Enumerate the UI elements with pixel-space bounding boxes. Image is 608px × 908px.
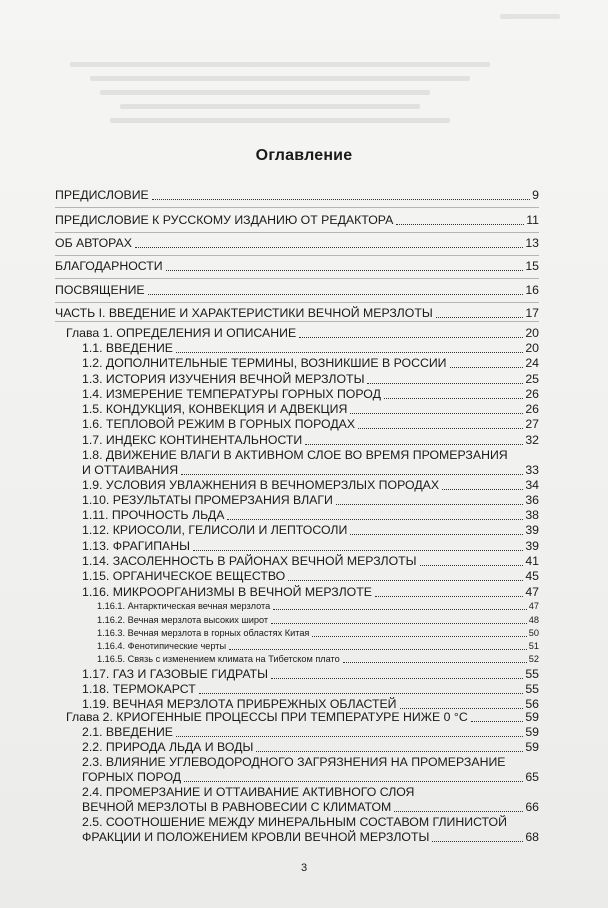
dot-leader bbox=[288, 580, 523, 581]
toc-subsection-entry[interactable] bbox=[97, 614, 539, 626]
toc-chapter-entry[interactable] bbox=[66, 710, 539, 725]
dot-leader bbox=[271, 623, 527, 624]
toc-entry-page: 65 bbox=[525, 770, 539, 784]
dot-leader bbox=[135, 247, 523, 248]
dot-leader bbox=[358, 428, 523, 429]
toc-entry-page: 59 bbox=[525, 710, 539, 724]
separator-line bbox=[55, 278, 539, 279]
toc-entry-page: 59 bbox=[525, 725, 539, 739]
toc-entry-title: ПОСВЯЩЕНИЕ bbox=[55, 283, 145, 297]
toc-entry-title: 1.1. ВВЕДЕНИЕ bbox=[82, 341, 173, 355]
toc-entry-page: 36 bbox=[525, 493, 539, 507]
toc-section-entry[interactable] bbox=[82, 667, 539, 682]
dot-leader bbox=[181, 474, 523, 475]
separator-line bbox=[55, 232, 539, 233]
toc-subsection-entry[interactable] bbox=[97, 600, 539, 612]
toc-entry-title: Глава 2. КРИОГЕННЫЕ ПРОЦЕССЫ ПРИ ТЕМПЕРАТУРЕ НИЖЕ 0 °С bbox=[66, 710, 468, 724]
toc-section-entry[interactable] bbox=[82, 508, 539, 523]
dot-leader bbox=[450, 367, 524, 368]
toc-entry-title: 1.14. ЗАСОЛЕННОСТЬ В РАЙОНАХ ВЕЧНОЙ МЕРЗЛОТЫ bbox=[82, 554, 417, 568]
dot-leader bbox=[436, 317, 524, 318]
toc-section-entry[interactable] bbox=[82, 478, 539, 493]
dot-leader bbox=[271, 678, 523, 679]
toc-entry-title: ОБ АВТОРАХ bbox=[55, 236, 132, 250]
toc-entry-title: 1.13. ФРАГИПАНЫ bbox=[82, 539, 190, 553]
toc-entry-title: 1.12. КРИОСОЛИ, ГЕЛИСОЛИ И ЛЕПТОСОЛИ bbox=[82, 523, 348, 537]
toc-entry-page: 16 bbox=[525, 283, 539, 297]
toc-entry-title: БЛАГОДАРНОСТИ bbox=[55, 259, 163, 273]
toc-section-entry[interactable] bbox=[82, 585, 539, 600]
toc-front-entry[interactable] bbox=[55, 236, 539, 251]
toc-entry-page: 11 bbox=[526, 213, 539, 227]
dot-leader bbox=[396, 224, 524, 225]
toc-entry-title: 1.19. ВЕЧНАЯ МЕРЗЛОТА ПРИБРЕЖНЫХ ОБЛАСТЕЙ bbox=[82, 697, 397, 711]
toc-entry-page: 27 bbox=[525, 417, 539, 431]
dot-leader bbox=[273, 609, 527, 610]
toc-section-entry[interactable] bbox=[82, 493, 539, 508]
toc-section-entry[interactable] bbox=[82, 569, 539, 584]
toc-entry-page: 32 bbox=[525, 433, 539, 447]
toc-entry-title-line1: 2.5. СООТНОШЕНИЕ МЕЖДУ МИНЕРАЛЬНЫМ СОСТАВОМ ГЛИНИСТОЙ bbox=[82, 815, 507, 829]
toc-entry-title-line1: 2.4. ПРОМЕРЗАНИЕ И ОТТАИВАНИЕ АКТИВНОГО СЛОЯ bbox=[82, 785, 415, 799]
toc-entry-page: 68 bbox=[525, 830, 539, 844]
separator-line bbox=[55, 255, 539, 256]
toc-entry-title: 1.6. ТЕПЛОВОЙ РЕЖИМ В ГОРНЫХ ПОРОДАХ bbox=[82, 417, 356, 431]
toc-section-entry[interactable] bbox=[82, 402, 539, 417]
toc-section-entry[interactable] bbox=[82, 785, 539, 815]
toc-entry-title: 1.17. ГАЗ И ГАЗОВЫЕ ГИДРАТЫ bbox=[82, 667, 269, 681]
dot-leader bbox=[184, 781, 523, 782]
toc-part-entry[interactable] bbox=[55, 306, 539, 321]
toc-entry-title: ГОРНЫХ ПОРОД bbox=[82, 770, 182, 784]
toc-entry-page: 15 bbox=[525, 259, 539, 273]
toc-section-entry[interactable] bbox=[82, 372, 539, 387]
toc-entry-title: 1.18. ТЕРМОКАРСТ bbox=[82, 682, 196, 696]
dot-leader bbox=[256, 751, 523, 752]
toc-entry-page: 24 bbox=[525, 356, 539, 370]
toc-entry-page: 50 bbox=[528, 628, 539, 638]
toc-section-entry[interactable] bbox=[82, 682, 539, 697]
page-number: 3 bbox=[300, 862, 308, 874]
dot-leader bbox=[343, 662, 527, 663]
dot-leader bbox=[229, 649, 527, 650]
toc-entry-title: ПРЕДИСЛОВИЕ К РУССКОМУ ИЗДАНИЮ ОТ РЕДАКТОРА bbox=[55, 213, 394, 227]
dot-leader bbox=[432, 841, 523, 842]
toc-entry-page: 56 bbox=[525, 697, 539, 711]
toc-entry-page: 34 bbox=[525, 478, 539, 492]
toc-section-entry[interactable] bbox=[82, 387, 539, 402]
toc-entry-page: 51 bbox=[528, 641, 539, 651]
toc-front-entry[interactable] bbox=[55, 188, 539, 203]
toc-entry-title: 1.5. КОНДУКЦИЯ, КОНВЕКЦИЯ И АДВЕКЦИЯ bbox=[82, 402, 348, 416]
toc-section-entry[interactable] bbox=[82, 755, 539, 785]
toc-entry-title: 1.7. ИНДЕКС КОНТИНЕНТАЛЬНОСТИ bbox=[82, 433, 303, 447]
toc-entry-title: 1.3. ИСТОРИЯ ИЗУЧЕНИЯ ВЕЧНОЙ МЕРЗЛОТЫ bbox=[82, 372, 365, 386]
toc-entry-page: 48 bbox=[528, 615, 539, 625]
dot-leader bbox=[367, 383, 523, 384]
toc-entry-page: 20 bbox=[525, 341, 539, 355]
page-title: Оглавление bbox=[255, 147, 353, 164]
dot-leader bbox=[442, 489, 523, 490]
dot-leader bbox=[152, 199, 530, 200]
toc-section-entry[interactable] bbox=[82, 539, 539, 554]
toc-entry-title: Глава 1. ОПРЕДЕЛЕНИЯ И ОПИСАНИЕ bbox=[66, 326, 297, 340]
toc-section-entry[interactable] bbox=[82, 523, 539, 538]
toc-subsection-entry[interactable] bbox=[97, 627, 539, 639]
toc-entry-title: 1.11. ПРОЧНОСТЬ ЛЬДА bbox=[82, 508, 225, 522]
toc-entry-page: 25 bbox=[525, 372, 539, 386]
toc-entry-title: 1.4. ИЗМЕРЕНИЕ ТЕМПЕРАТУРЫ ГОРНЫХ ПОРОД bbox=[82, 387, 381, 401]
toc-entry-title: ВЕЧНОЙ МЕРЗЛОТЫ В РАВНОВЕСИИ С КЛИМАТОМ bbox=[82, 800, 392, 814]
dot-leader bbox=[420, 565, 524, 566]
dot-leader bbox=[384, 398, 523, 399]
dot-leader bbox=[227, 519, 523, 520]
separator-line bbox=[55, 207, 539, 208]
dot-leader bbox=[299, 337, 523, 338]
toc-subsection-entry[interactable] bbox=[97, 640, 539, 652]
toc-entry-title: ПРЕДИСЛОВИЕ bbox=[55, 188, 149, 202]
toc-section-entry[interactable] bbox=[82, 815, 539, 845]
dot-leader bbox=[471, 721, 524, 722]
dot-leader bbox=[148, 294, 524, 295]
toc-entry-page: 17 bbox=[525, 306, 539, 320]
dot-leader bbox=[193, 550, 523, 551]
toc-subsection-entry[interactable] bbox=[97, 653, 539, 665]
toc-entry-page: 20 bbox=[525, 326, 539, 340]
toc-entry-title: 1.15. ОРГАНИЧЕСКОЕ ВЕЩЕСТВО bbox=[82, 569, 286, 583]
toc-entry-page: 45 bbox=[525, 569, 539, 583]
toc-front-entry[interactable] bbox=[55, 213, 539, 228]
toc-entry-page: 26 bbox=[525, 387, 539, 401]
toc-entry-page: 47 bbox=[525, 585, 539, 599]
dot-leader bbox=[375, 596, 523, 597]
separator-line bbox=[55, 321, 539, 322]
toc-entry-page: 52 bbox=[528, 654, 539, 664]
toc-entry-title: И ОТТАИВАНИЯ bbox=[82, 463, 179, 477]
dot-leader bbox=[336, 504, 523, 505]
dot-leader bbox=[176, 352, 523, 353]
dot-leader bbox=[176, 736, 523, 737]
toc-entry-title: 1.16.4. Фенотипические черты bbox=[97, 641, 227, 651]
toc-entry-title-line1: 2.3. ВЛИЯНИЕ УГЛЕВОДОРОДНОГО ЗАГРЯЗНЕНИЯ НА ПРОМЕРЗАНИЕ bbox=[82, 755, 506, 769]
toc-entry-title-line1: 1.8. ДВИЖЕНИЕ ВЛАГИ В АКТИВНОМ СЛОЕ ВО ВРЕМЯ ПРОМЕРЗАНИЯ bbox=[82, 448, 508, 462]
toc-entry-title: 1.16.5. Связь с изменением климата на Тибетском плато bbox=[97, 654, 340, 664]
toc-entry-title: 1.2. ДОПОЛНИТЕЛЬНЫЕ ТЕРМИНЫ, ВОЗНИКШИЕ В РОССИИ bbox=[82, 356, 447, 370]
toc-section-entry[interactable] bbox=[82, 725, 539, 740]
toc-entry-page: 59 bbox=[525, 740, 539, 754]
toc-section-entry[interactable] bbox=[82, 417, 539, 432]
toc-entry-page: 55 bbox=[525, 667, 539, 681]
dot-leader bbox=[400, 708, 524, 709]
dot-leader bbox=[199, 693, 524, 694]
toc-entry-title: 1.10. РЕЗУЛЬТАТЫ ПРОМЕРЗАНИЯ ВЛАГИ bbox=[82, 493, 333, 507]
toc-entry-title: 1.16.2. Вечная мерзлота высоких широт bbox=[97, 615, 269, 625]
toc-entry-page: 41 bbox=[525, 554, 539, 568]
toc-entry-title: 2.2. ПРИРОДА ЛЬДА И ВОДЫ bbox=[82, 740, 254, 754]
toc-entry-title: ФРАКЦИИ И ПОЛОЖЕНИЕМ КРОВЛИ ВЕЧНОЙ МЕРЗЛОТЫ bbox=[82, 830, 430, 844]
dot-leader bbox=[350, 534, 523, 535]
toc-entry-page: 66 bbox=[525, 800, 539, 814]
toc-entry-title: ЧАСТЬ I. ВВЕДЕНИЕ И ХАРАКТЕРИСТИКИ ВЕЧНОЙ МЕРЗЛОТЫ bbox=[55, 306, 433, 320]
dot-leader bbox=[394, 811, 523, 812]
toc-entry-page: 55 bbox=[525, 682, 539, 696]
toc-section-entry[interactable] bbox=[82, 341, 539, 356]
toc-section-entry[interactable] bbox=[82, 740, 539, 755]
toc-entry-title: 2.1. ВВЕДЕНИЕ bbox=[82, 725, 173, 739]
toc-entry-page: 39 bbox=[525, 523, 539, 537]
toc-section-entry[interactable] bbox=[82, 448, 539, 478]
toc-entry-page: 9 bbox=[532, 188, 539, 202]
toc-entry-page: 26 bbox=[525, 402, 539, 416]
toc-entry-title: 1.16.3. Вечная мерзлота в горных областях Китая bbox=[97, 628, 310, 638]
toc-section-entry[interactable] bbox=[82, 356, 539, 371]
toc-entry-page: 38 bbox=[525, 508, 539, 522]
dot-leader bbox=[350, 413, 523, 414]
dot-leader bbox=[312, 636, 526, 637]
dot-leader bbox=[166, 270, 524, 271]
toc-entry-title: 1.16. МИКРООРГАНИЗМЫ В ВЕЧНОЙ МЕРЗЛОТЕ bbox=[82, 585, 372, 599]
toc-entry-page: 33 bbox=[525, 463, 539, 477]
toc-section-entry[interactable] bbox=[82, 433, 539, 448]
toc-entry-title: 1.16.1. Антарктическая вечная мерзлота bbox=[97, 601, 271, 611]
toc-entry-page: 39 bbox=[525, 539, 539, 553]
toc-front-entry[interactable] bbox=[55, 259, 539, 274]
separator-line bbox=[55, 302, 539, 303]
toc-section-entry[interactable] bbox=[82, 554, 539, 569]
toc-entry-title: 1.9. УСЛОВИЯ УВЛАЖНЕНИЯ В ВЕЧНОМЕРЗЛЫХ ПОРОДАХ bbox=[82, 478, 440, 492]
toc-entry-page: 47 bbox=[528, 601, 539, 611]
toc-chapter-entry[interactable] bbox=[66, 326, 539, 341]
toc-entry-page: 13 bbox=[525, 236, 539, 250]
dot-leader bbox=[305, 444, 523, 445]
toc-front-entry[interactable] bbox=[55, 283, 539, 298]
